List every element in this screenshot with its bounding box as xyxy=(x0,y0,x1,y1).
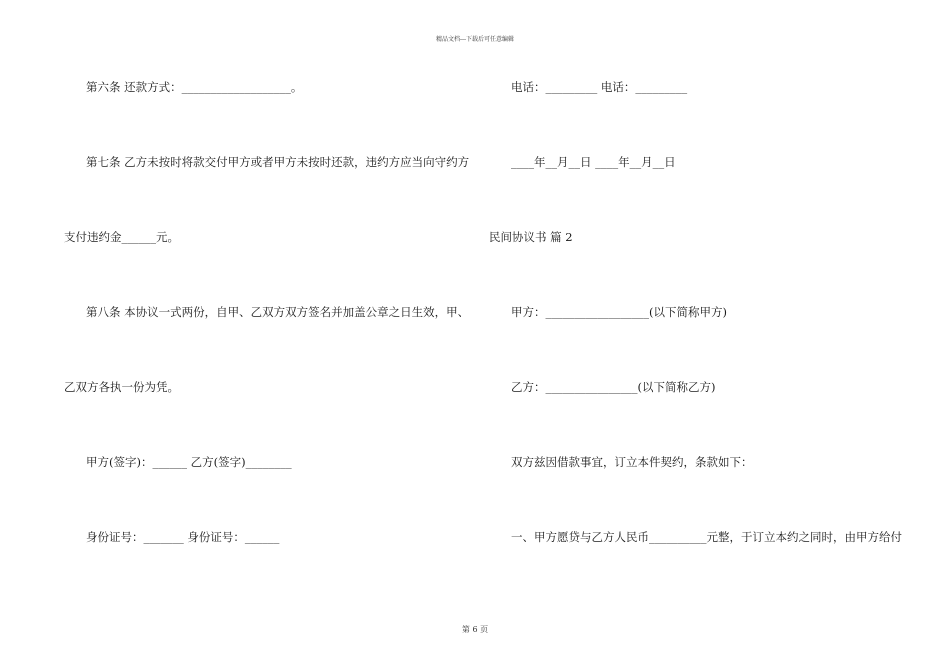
party-a-line: 甲方：__________________(以下简称甲方) xyxy=(511,305,727,319)
clause-7-default-line1: 第七条 乙方未按时将款交付甲方或者甲方未按时还款，违约方应当向守约方 xyxy=(86,155,470,169)
phone-line: 电话：_________ 电话：_________ xyxy=(511,80,688,94)
id-number-line: 身份证号：_______ 身份证号：______ xyxy=(86,530,280,544)
date-line: ____年__月__日 ____年__月__日 xyxy=(511,155,676,169)
clause-1-loan-line: 一、甲方愿贷与乙方人民币__________元整，于订立本约之同时，由甲方给付 xyxy=(511,530,902,544)
clause-7-default-line2: 支付违约金______元。 xyxy=(64,230,179,244)
page-header: 精品文档---下载后可任意编辑 xyxy=(435,36,515,43)
signature-line: 甲方(签字)：______ 乙方(签字)________ xyxy=(86,455,292,469)
clause-8-effect-line1: 第八条 本协议一式两份，自甲、乙双方双方签名并加盖公章之日生效，甲、 xyxy=(86,305,470,319)
section-title: 民间协议书 篇 2 xyxy=(489,230,573,244)
intro-line: 双方兹因借款事宜，订立本件契约，条款如下： xyxy=(511,455,753,469)
clause-6-repayment-method: 第六条 还款方式：___________________。 xyxy=(86,80,303,94)
clause-8-effect-line2: 乙双方各执一份为凭。 xyxy=(64,380,179,394)
party-b-line: 乙方：________________(以下简称乙方) xyxy=(511,380,716,394)
page-number: 第 6 页 xyxy=(461,625,489,634)
